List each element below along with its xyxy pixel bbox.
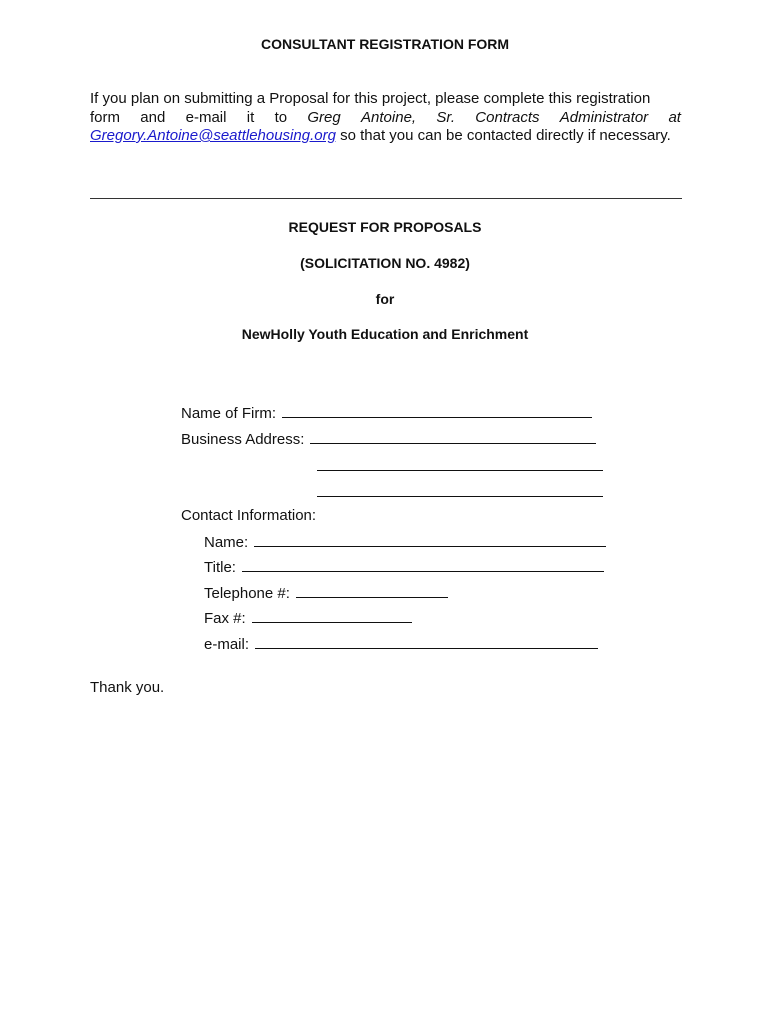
telephone-blank[interactable] [296, 584, 448, 598]
intro-line-1: If you plan on submitting a Proposal for this project, please complete this registration [90, 90, 651, 107]
fax-label: Fax #: [204, 610, 246, 627]
title-blank[interactable] [242, 558, 604, 572]
solicitation-number: (SOLICITATION NO. 4982) [300, 255, 470, 271]
email-blank[interactable] [255, 635, 598, 649]
form-title: CONSULTANT REGISTRATION FORM [260, 36, 510, 52]
name-label: Name: [204, 534, 249, 551]
firm-label: Name of Firm: [181, 405, 277, 422]
rfp-heading: REQUEST FOR PROPOSALS [288, 219, 482, 235]
intro-paragraph [90, 90, 681, 146]
closing-text: Thank you. [90, 679, 165, 696]
fax-blank[interactable] [252, 609, 412, 623]
address-blank-3[interactable] [317, 496, 603, 497]
email-label: e-mail: [204, 636, 250, 653]
address-blank-1[interactable] [310, 430, 596, 444]
contact-heading: Contact Information: [181, 507, 317, 524]
name-field [204, 533, 606, 551]
firm-blank[interactable] [282, 404, 592, 418]
rfp-for: for [375, 291, 395, 307]
address-field [181, 430, 596, 448]
telephone-label: Telephone #: [204, 585, 290, 602]
email-link[interactable]: Gregory.Antoine@seattlehousing.org [90, 127, 336, 144]
name-blank[interactable] [254, 533, 606, 547]
firm-field [181, 404, 592, 422]
intro-line-3: Gregory.Antoine@seattlehousing.org so that you can be contacted directly if necessary. [90, 127, 671, 144]
address-label: Business Address: [181, 431, 305, 448]
title-label: Title: [204, 559, 236, 576]
address-blank-2[interactable] [317, 470, 603, 471]
email-field [204, 635, 598, 653]
fax-field [204, 609, 412, 627]
telephone-field [204, 584, 448, 602]
intro-line-2: form and e-mail it to Greg Antoine, Sr. Contracts Administrator at [90, 108, 681, 126]
divider [90, 198, 682, 199]
title-field [204, 558, 604, 576]
project-name: NewHolly Youth Education and Enrichment [241, 326, 529, 342]
